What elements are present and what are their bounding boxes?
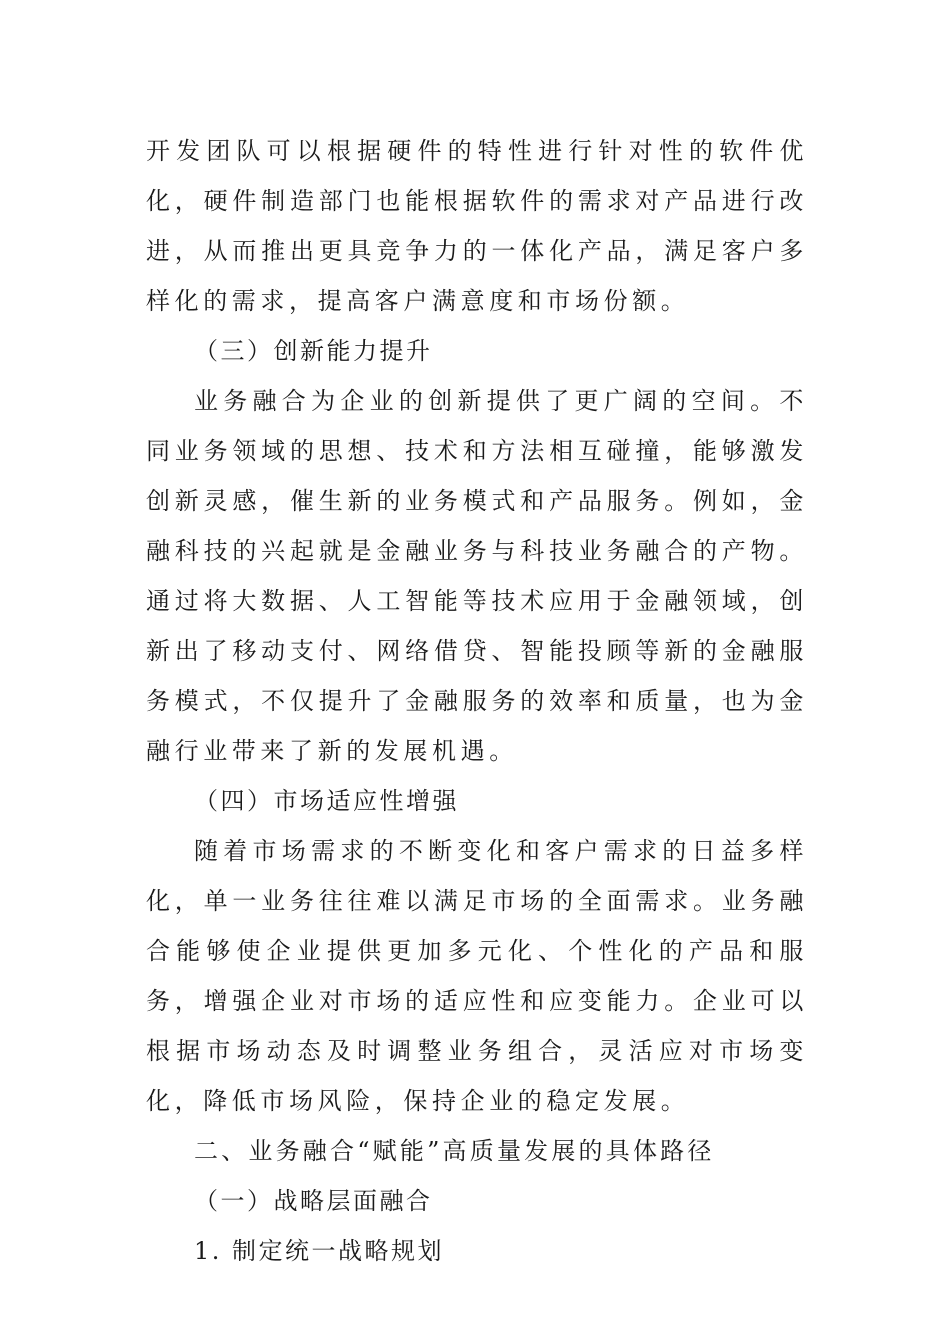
continued-paragraph: 开发团队可以根据硬件的特性进行针对性的软件优化，硬件制造部门也能根据软件的需求对产品进行改进，从而推出更具竞争力的一体化产品，满足客户多样化的需求，提高客户满意度和市场份额。 — [146, 137, 808, 315]
section-3-paragraph: 业务融合为企业的创新提供了更广阔的空间。不同业务领域的思想、技术和方法相互碰撞，能够激发创新灵感，催生新的业务模式和产品服务。例如，金融科技的兴起就是金融业务与科技业务融合的产物。通过将大数据、人工智能等技术应用于金融领域，创新出了移动支付、网络借贷、智能投顾等新的金融服务模式，不仅提升了金融服务的效率和质量，也为金融行业带来了新的发展机遇。 — [146, 387, 808, 765]
part-2-heading: 二、业务融合“赋能”高质量发展的具体路径 — [194, 1137, 715, 1165]
document-body — [146, 126, 808, 1276]
part-2-item-1: 1. 制定统一战略规划 — [194, 1237, 445, 1265]
part-2-section-1-heading: （一）战略层面融合 — [194, 1187, 433, 1215]
section-4-paragraph: 随着市场需求的不断变化和客户需求的日益多样化，单一业务往往难以满足市场的全面需求。业务融合能够使企业提供更加多元化、个性化的产品和服务，增强企业对市场的适应性和应变能力。企业可以根据市场动态及时调整业务组合，灵活应对市场变化，降低市场风险，保持企业的稳定发展。 — [146, 837, 808, 1115]
section-3-heading: （三）创新能力提升 — [194, 337, 433, 365]
section-4-heading: （四）市场适应性增强 — [194, 787, 459, 815]
